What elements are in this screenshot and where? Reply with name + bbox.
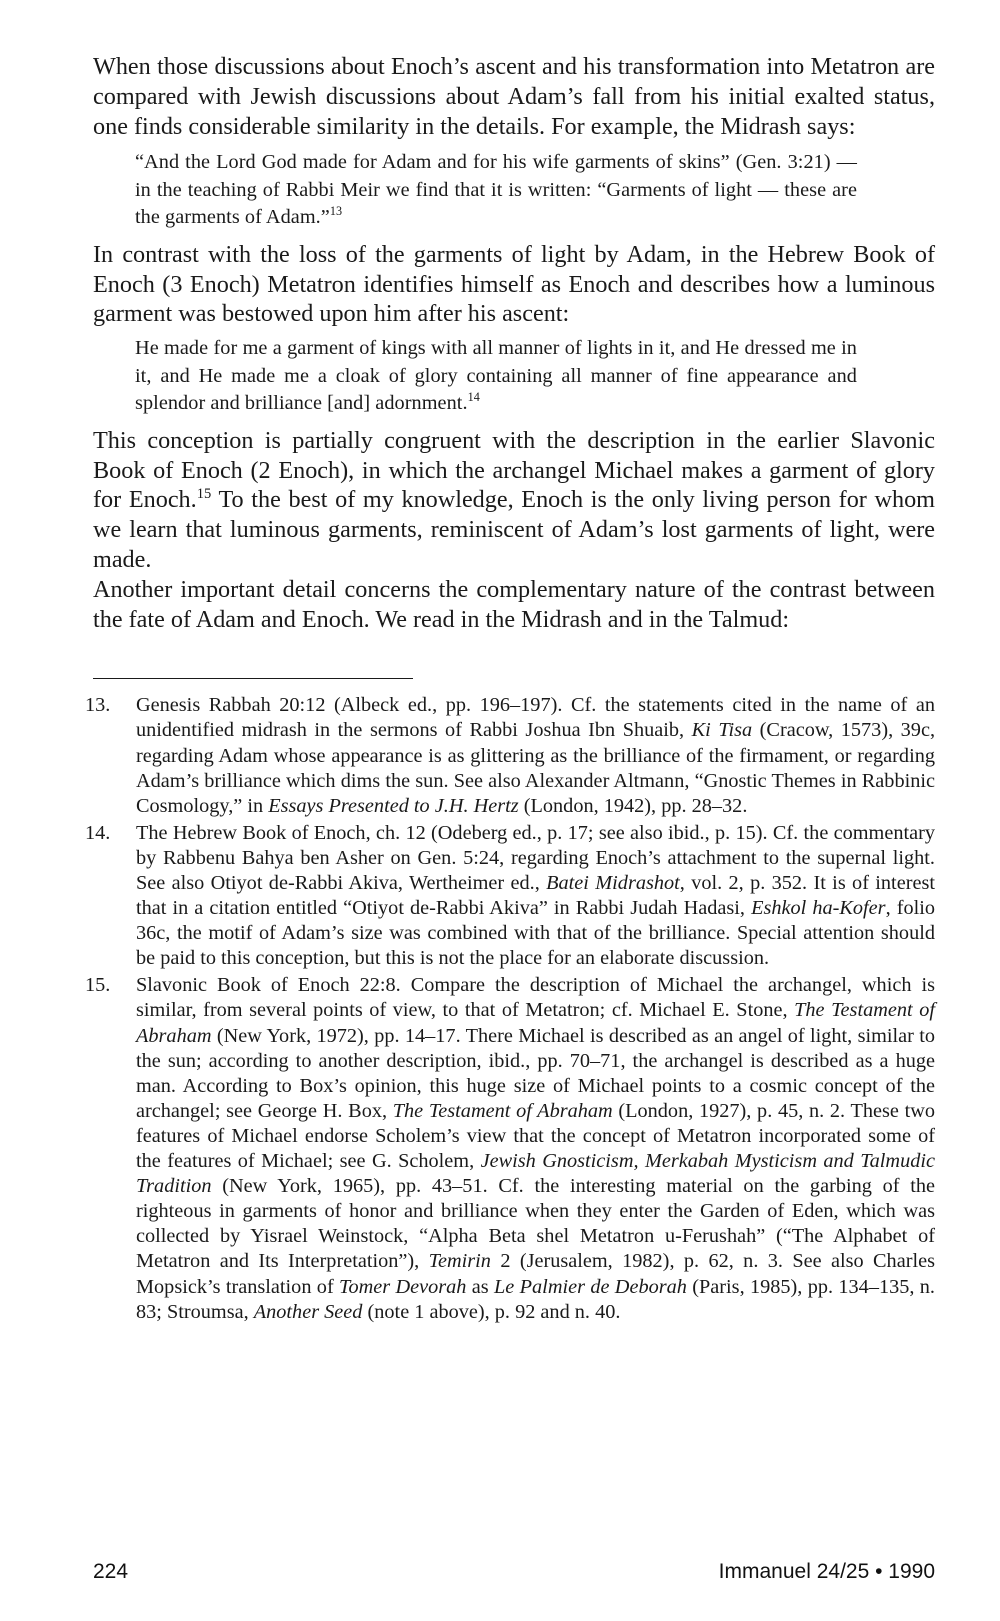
footnote-number: 13.: [85, 694, 111, 717]
footnote-13: [85, 693, 936, 818]
page-footer: [93, 1560, 935, 1584]
quote-text: He made for me a garment of kings with all manner of lights in it, and He dressed me in it, and He made me a cloak of glory containing all manner of fine appearance and splendor and brilliance [and] adornment.: [135, 337, 857, 415]
footnote-text: as: [466, 1275, 495, 1298]
footnote-ref-15[interactable]: 15: [196, 486, 212, 503]
footnote-text: (Cracow, 1573), 39c, regarding Adam whose appearance is as glittering as the brilliance of the firmament, or regarding Adam’s brilliance which dims the sun. See also Alexander Altmann, “Gnostic Themes in Rabbinic Cosmology,” in: [136, 719, 936, 817]
footnote-text: Genesis Rabbah 20:12 (Albeck ed., pp. 196–197). Cf. the statements cited in the name of an unidentified midrash in the sermons of Rabbi Joshua Ibn Shuaib,: [136, 694, 935, 742]
cited-title: Temirin: [428, 1250, 491, 1273]
footnote-text: 2 (Jerusalem, 1982), p. 62, n. 3. See also Charles Mopsick’s translation of: [136, 1250, 935, 1298]
paragraph-text: This conception is partially congruent with the description in the earlier Slavonic Book of Enoch (2 Enoch), in which the archangel Michael makes a garment of glory for Enoch.: [93, 426, 935, 514]
paragraph-text: Another important detail concerns the complementary nature of the contrast between the fate of Adam and Enoch. We read in the Midrash and in the Talmud:: [93, 575, 935, 633]
cited-title: The Testament of Abraham: [392, 1099, 613, 1122]
block-quote-midrash: [135, 149, 857, 232]
footnote-ref-14[interactable]: 14: [467, 390, 480, 405]
footnote-body: [136, 694, 935, 816]
cited-title: The Testament of Abraham: [136, 999, 935, 1047]
page-number: 224: [93, 1560, 129, 1583]
footnote-text: (Paris, 1985), pp. 134–135, n. 83; Stroumsa,: [136, 1275, 936, 1323]
footnote-text: (note 1 above), p. 92 and n. 40.: [362, 1300, 621, 1323]
footnote-body: [136, 974, 935, 1322]
body-paragraph-2: [93, 240, 935, 329]
footnote-14: [85, 821, 935, 972]
document-page: [85, 52, 936, 1327]
paragraph-text: To the best of my knowledge, Enoch is the only living person for whom we learn that luminous garments, reminiscent of Adam’s lost garments of light, were made.: [93, 486, 935, 573]
footnote-number: 14.: [85, 821, 111, 844]
body-paragraph-1: [93, 52, 935, 141]
quote-text: “And the Lord God made for Adam and for his wife garments of skins” (Gen. 3:21) — in the teaching of Rabbi Meir we find that it is written: “Garments of light — these are the garments of Adam.”: [135, 151, 857, 229]
footnote-divider: [93, 678, 413, 679]
journal-citation: Immanuel 24/25 • 1990: [718, 1560, 935, 1583]
cited-title: Ki Tisa: [691, 719, 753, 742]
body-paragraph-3: [93, 426, 935, 575]
footnote-text: , vol. 2, p. 352. It is of interest that in a citation entitled “Otiyot de-Rabbi Akiva” in Rabbi Judah Hadasi,: [136, 872, 935, 920]
footnote-text: (New York, 1972), pp. 14–17. There Michael is described as an angel of light, similar to the sun; according to another description, ibid., pp. 70–71, the archangel is described as a huge man. According to Box’s opinion, this huge size of Michael points to a cosmic concept of the archangel; see George H. Box,: [136, 1024, 935, 1122]
footnote-body: [136, 822, 935, 969]
cited-title: Tomer Devorah: [339, 1275, 467, 1298]
footnote-text: (New York, 1965), pp. 43–51. Cf. the interesting material on the garbing of the righteous in garments of honor and brilliance when they enter the Garden of Eden, which was collected by Yisrael Weinstock, “Alpha Beta shel Metatron u-Ferushah” (“The Alphabet of Metatron and Its Interpretation”),: [136, 1175, 935, 1273]
footnote-text: (London, 1927), p. 45, n. 2. These two features of Michael endorse Scholem’s view that the concept of Metatron incorporated some of the features of Michael; see G. Scholem,: [136, 1099, 935, 1173]
block-quote-3-enoch: [135, 335, 857, 418]
footnote-15: [85, 973, 936, 1324]
footnote-text: , folio 36c, the motif of Adam’s size was combined with that of the brilliance. Special attention should be paid to this conception, but this is not the place for an elaborate discussion.: [136, 897, 935, 970]
cited-title: Batei Midrashot: [546, 872, 680, 895]
footnote-text: The Hebrew Book of Enoch, ch. 12 (Odeberg ed., p. 17; see also ibid., p. 15). Cf. the commentary by Rabbenu Bahya ben Asher on Gen. 5:24, regarding Enoch’s attachment to the supernal light. See also Otiyot de-Rabbi Akiva, Wertheimer ed.,: [136, 821, 935, 895]
cited-title: Jewish Gnosticism, Merkabah Mysticism and Talmudic Tradition: [136, 1150, 936, 1198]
cited-title: Le Palmier de Deborah: [494, 1275, 687, 1298]
footnotes-list: [85, 693, 936, 1324]
footnote-text: (London, 1942), pp. 28–32.: [518, 794, 748, 817]
paragraph-text: When those discussions about Enoch’s ascent and his transformation into Metatron are compared with Jewish discussions about Adam’s fall from his initial exalted status, one finds considerable similarity in the details. For example, the Midrash says:: [93, 53, 935, 140]
cited-title: Eshkol ha-Kofer: [751, 897, 886, 920]
body-paragraph-4: [93, 575, 935, 635]
cited-title: Another Seed: [253, 1300, 363, 1323]
cited-title: Essays Presented to J.H. Hertz: [268, 794, 519, 817]
footnote-text: Slavonic Book of Enoch 22:8. Compare the description of Michael the archangel, which is similar, from several points of view, to that of Metatron; cf. Michael E. Stone,: [136, 974, 935, 1022]
footnote-number: 15.: [85, 974, 111, 997]
paragraph-text: In contrast with the loss of the garments of light by Adam, in the Hebrew Book of Enoch (3 Enoch) Metatron identifies himself as Enoch and describes how a luminous garment was bestowed upon him after his ascent:: [93, 240, 935, 328]
footnote-ref-13[interactable]: 13: [329, 204, 343, 219]
